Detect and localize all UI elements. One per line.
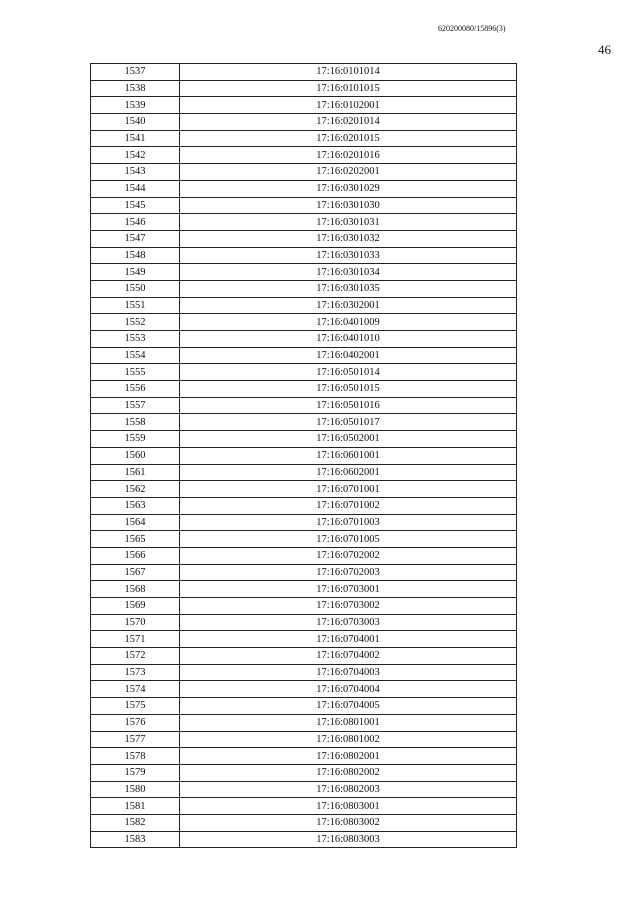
cadastral-code-cell: 17:16:0703002	[180, 598, 517, 615]
table-row	[91, 97, 517, 114]
table-row	[91, 497, 517, 514]
records-table-body	[91, 64, 517, 848]
cadastral-code-cell: 17:16:0501014	[180, 364, 517, 381]
row-number-cell: 1583	[91, 831, 180, 848]
table-row	[91, 130, 517, 147]
table-row	[91, 748, 517, 765]
row-number-cell: 1580	[91, 781, 180, 798]
cadastral-code-cell: 17:16:0401009	[180, 314, 517, 331]
cadastral-code-cell: 17:16:0803002	[180, 814, 517, 831]
table-row	[91, 230, 517, 247]
cadastral-code-cell: 17:16:0101014	[180, 64, 517, 81]
row-number-cell: 1563	[91, 497, 180, 514]
cadastral-code-cell: 17:16:0201015	[180, 130, 517, 147]
table-row	[91, 180, 517, 197]
row-number-cell: 1560	[91, 447, 180, 464]
row-number-cell: 1542	[91, 147, 180, 164]
row-number-cell: 1569	[91, 598, 180, 615]
cadastral-code-cell: 17:16:0802002	[180, 764, 517, 781]
row-number-cell: 1547	[91, 230, 180, 247]
row-number-cell: 1579	[91, 764, 180, 781]
page-number: 46	[598, 42, 611, 57]
table-row	[91, 381, 517, 398]
row-number-cell: 1540	[91, 114, 180, 131]
cadastral-code-cell: 17:16:0602001	[180, 464, 517, 481]
cadastral-code-cell: 17:16:0501016	[180, 397, 517, 414]
cadastral-code-cell: 17:16:0202001	[180, 164, 517, 181]
row-number-cell: 1562	[91, 481, 180, 498]
row-number-cell: 1554	[91, 347, 180, 364]
row-number-cell: 1544	[91, 180, 180, 197]
table-row	[91, 714, 517, 731]
table-row	[91, 614, 517, 631]
table-row	[91, 447, 517, 464]
row-number-cell: 1564	[91, 514, 180, 531]
table-row	[91, 547, 517, 564]
cadastral-code-cell: 17:16:0501015	[180, 381, 517, 398]
cadastral-code-cell: 17:16:0701003	[180, 514, 517, 531]
cadastral-code-cell: 17:16:0601001	[180, 447, 517, 464]
cadastral-code-cell: 17:16:0502001	[180, 431, 517, 448]
table-row	[91, 581, 517, 598]
table-row	[91, 514, 517, 531]
row-number-cell: 1552	[91, 314, 180, 331]
table-row	[91, 681, 517, 698]
row-number-cell: 1548	[91, 247, 180, 264]
row-number-cell: 1545	[91, 197, 180, 214]
table-row	[91, 64, 517, 81]
row-number-cell: 1551	[91, 297, 180, 314]
cadastral-code-cell: 17:16:0301033	[180, 247, 517, 264]
table-row	[91, 631, 517, 648]
cadastral-code-cell: 17:16:0703003	[180, 614, 517, 631]
cadastral-code-cell: 17:16:0701005	[180, 531, 517, 548]
row-number-cell: 1572	[91, 648, 180, 665]
row-number-cell: 1582	[91, 814, 180, 831]
cadastral-code-cell: 17:16:0703001	[180, 581, 517, 598]
row-number-cell: 1581	[91, 798, 180, 815]
table-row	[91, 197, 517, 214]
table-row	[91, 481, 517, 498]
cadastral-code-cell: 17:16:0801002	[180, 731, 517, 748]
row-number-cell: 1546	[91, 214, 180, 231]
table-row	[91, 731, 517, 748]
cadastral-code-cell: 17:16:0402001	[180, 347, 517, 364]
cadastral-code-cell: 17:16:0803001	[180, 798, 517, 815]
cadastral-code-cell: 17:16:0704004	[180, 681, 517, 698]
row-number-cell: 1553	[91, 331, 180, 348]
row-number-cell: 1559	[91, 431, 180, 448]
cadastral-code-cell: 17:16:0301032	[180, 230, 517, 247]
cadastral-code-cell: 17:16:0301034	[180, 264, 517, 281]
table-row	[91, 414, 517, 431]
cadastral-code-cell: 17:16:0802003	[180, 781, 517, 798]
table-row	[91, 464, 517, 481]
cadastral-code-cell: 17:16:0401010	[180, 331, 517, 348]
cadastral-code-cell: 17:16:0701002	[180, 497, 517, 514]
table-row	[91, 648, 517, 665]
table-row	[91, 164, 517, 181]
row-number-cell: 1577	[91, 731, 180, 748]
cadastral-code-cell: 17:16:0201016	[180, 147, 517, 164]
table-row	[91, 297, 517, 314]
cadastral-code-cell: 17:16:0704003	[180, 664, 517, 681]
table-row	[91, 564, 517, 581]
cadastral-code-cell: 17:16:0301030	[180, 197, 517, 214]
row-number-cell: 1537	[91, 64, 180, 81]
cadastral-code-cell: 17:16:0302001	[180, 297, 517, 314]
table-row	[91, 831, 517, 848]
row-number-cell: 1574	[91, 681, 180, 698]
table-row	[91, 80, 517, 97]
row-number-cell: 1539	[91, 97, 180, 114]
cadastral-code-cell: 17:16:0803003	[180, 831, 517, 848]
document-id: 620200080/15896(3)	[438, 24, 506, 33]
row-number-cell: 1541	[91, 130, 180, 147]
table-row	[91, 331, 517, 348]
row-number-cell: 1570	[91, 614, 180, 631]
cadastral-code-cell: 17:16:0704005	[180, 698, 517, 715]
cadastral-code-cell: 17:16:0702003	[180, 564, 517, 581]
cadastral-code-cell: 17:16:0201014	[180, 114, 517, 131]
table-row	[91, 781, 517, 798]
table-row	[91, 214, 517, 231]
table-row	[91, 598, 517, 615]
table-row	[91, 364, 517, 381]
cadastral-code-cell: 17:16:0704002	[180, 648, 517, 665]
table-row	[91, 764, 517, 781]
cadastral-code-cell: 17:16:0701001	[180, 481, 517, 498]
row-number-cell: 1573	[91, 664, 180, 681]
row-number-cell: 1571	[91, 631, 180, 648]
table-row	[91, 397, 517, 414]
row-number-cell: 1556	[91, 381, 180, 398]
cadastral-code-cell: 17:16:0501017	[180, 414, 517, 431]
row-number-cell: 1555	[91, 364, 180, 381]
cadastral-code-cell: 17:16:0704001	[180, 631, 517, 648]
table-row	[91, 698, 517, 715]
row-number-cell: 1558	[91, 414, 180, 431]
row-number-cell: 1565	[91, 531, 180, 548]
table-row	[91, 664, 517, 681]
row-number-cell: 1557	[91, 397, 180, 414]
table-row	[91, 814, 517, 831]
table-row	[91, 798, 517, 815]
records-table	[90, 63, 517, 848]
row-number-cell: 1576	[91, 714, 180, 731]
cadastral-code-cell: 17:16:0301035	[180, 280, 517, 297]
row-number-cell: 1550	[91, 280, 180, 297]
row-number-cell: 1538	[91, 80, 180, 97]
table-row	[91, 531, 517, 548]
table-row	[91, 314, 517, 331]
cadastral-code-cell: 17:16:0802001	[180, 748, 517, 765]
row-number-cell: 1543	[91, 164, 180, 181]
table-row	[91, 114, 517, 131]
table-row	[91, 431, 517, 448]
table-row	[91, 347, 517, 364]
cadastral-code-cell: 17:16:0101015	[180, 80, 517, 97]
row-number-cell: 1578	[91, 748, 180, 765]
cadastral-code-cell: 17:16:0702002	[180, 547, 517, 564]
cadastral-code-cell: 17:16:0102001	[180, 97, 517, 114]
cadastral-code-cell: 17:16:0801001	[180, 714, 517, 731]
row-number-cell: 1549	[91, 264, 180, 281]
row-number-cell: 1567	[91, 564, 180, 581]
row-number-cell: 1568	[91, 581, 180, 598]
row-number-cell: 1566	[91, 547, 180, 564]
table-row	[91, 264, 517, 281]
cadastral-code-cell: 17:16:0301029	[180, 180, 517, 197]
row-number-cell: 1575	[91, 698, 180, 715]
cadastral-code-cell: 17:16:0301031	[180, 214, 517, 231]
table-row	[91, 147, 517, 164]
table-row	[91, 247, 517, 264]
row-number-cell: 1561	[91, 464, 180, 481]
table-row	[91, 280, 517, 297]
